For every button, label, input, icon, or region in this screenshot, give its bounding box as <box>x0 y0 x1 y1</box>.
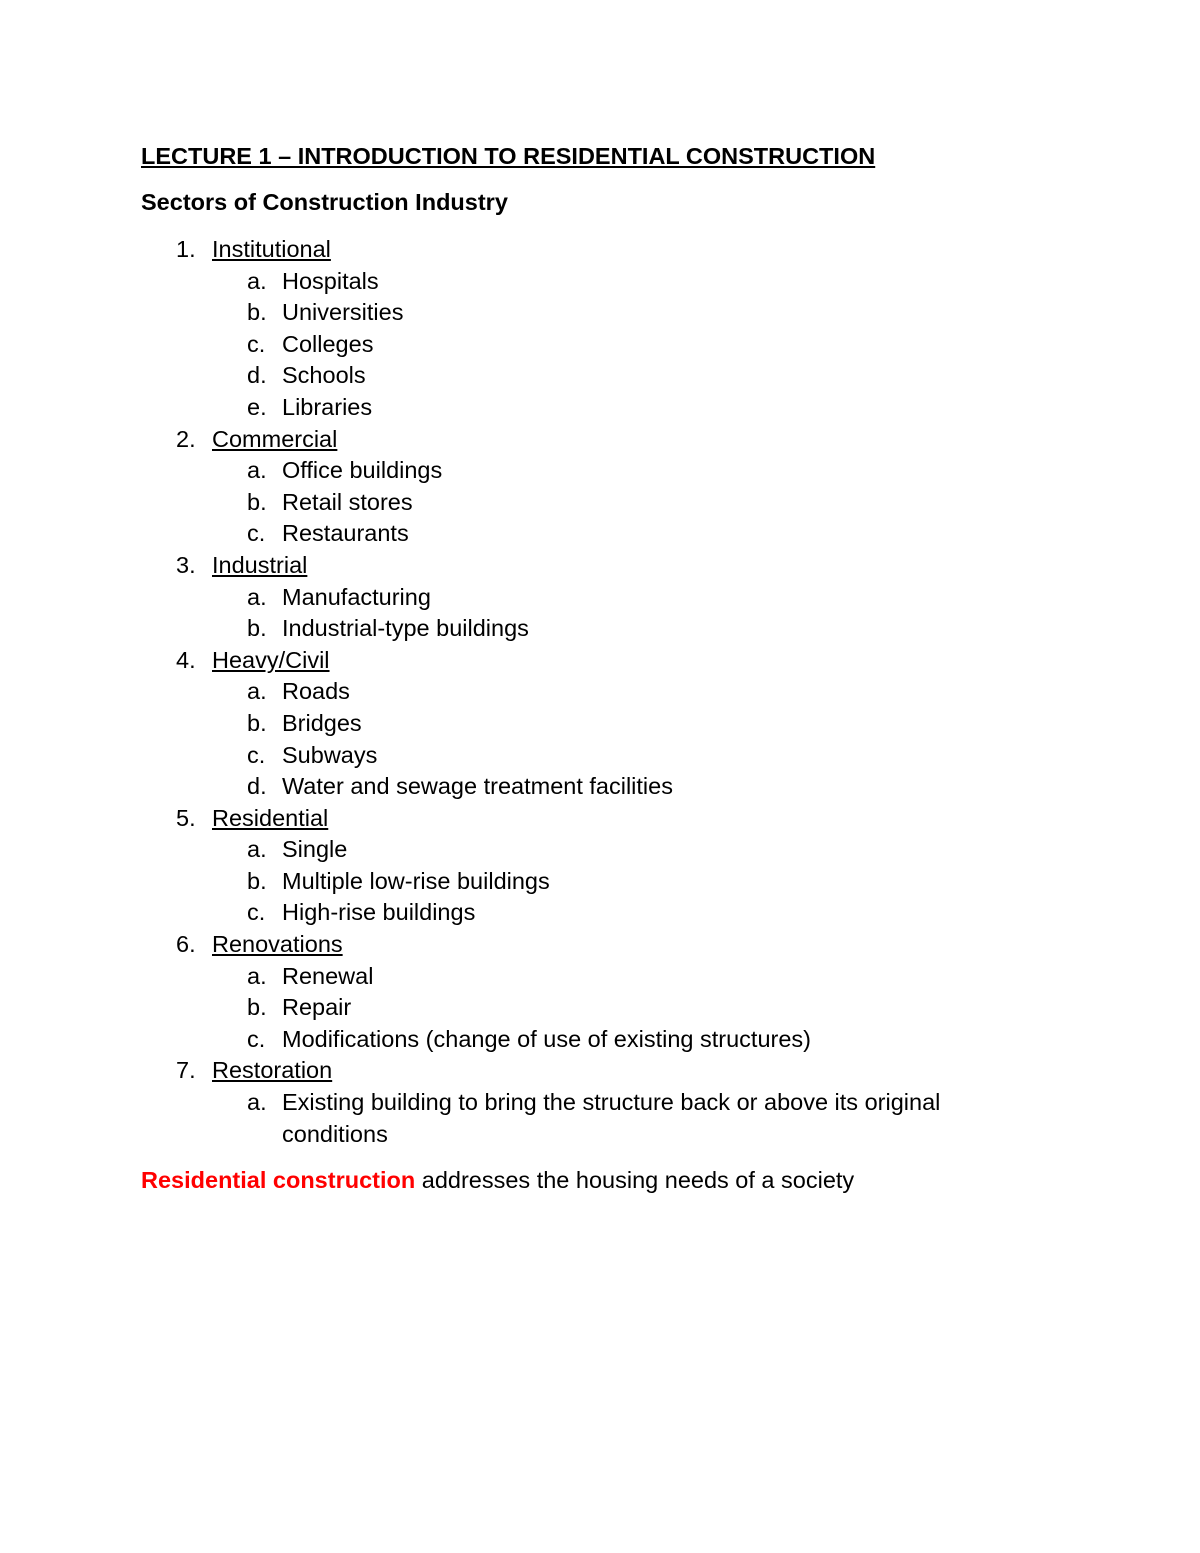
item-letter: c. <box>247 330 266 357</box>
item-letter: a. <box>247 1089 267 1116</box>
sector-name: Restoration <box>212 1057 333 1084</box>
sector-item <box>141 424 1041 550</box>
item-letter: a. <box>247 962 267 989</box>
sector-name: Institutional <box>212 236 331 262</box>
item-letter: c. <box>247 899 266 926</box>
sector-name: Commercial <box>212 425 338 452</box>
list-item <box>141 360 1041 392</box>
item-text: Colleges <box>282 330 374 357</box>
item-letter: a. <box>247 583 267 610</box>
list-item <box>141 740 1041 772</box>
list-item <box>141 676 1041 708</box>
list-item <box>141 708 1041 740</box>
list-item <box>141 992 1041 1024</box>
item-letter: a. <box>247 836 267 863</box>
sector-number: 3. <box>176 551 196 578</box>
sector-item <box>141 929 1041 1055</box>
list-item <box>141 771 1041 803</box>
item-letter: a. <box>247 457 267 484</box>
list-item <box>141 1024 1041 1056</box>
sector-item <box>141 1055 1041 1150</box>
item-text: Roads <box>282 678 350 705</box>
list-item <box>141 487 1041 519</box>
sector-number: 5. <box>176 804 196 831</box>
item-letter: b. <box>247 867 267 894</box>
item-text: Schools <box>282 362 366 389</box>
note-text: addresses the housing needs of a society <box>415 1167 855 1194</box>
item-text: Hospitals <box>282 267 379 294</box>
list-item <box>141 266 1041 298</box>
item-text: Office buildings <box>282 457 443 484</box>
item-letter: c. <box>247 1025 266 1052</box>
sector-examples-list <box>141 961 1041 1056</box>
list-item <box>141 1087 1041 1150</box>
item-text: Single <box>282 836 348 863</box>
document-page <box>141 140 1041 1196</box>
sector-examples-list <box>141 266 1041 424</box>
item-text: Modifications (change of use of existing structures) <box>282 1025 812 1052</box>
item-letter: b. <box>247 994 267 1021</box>
item-letter: a. <box>247 267 267 294</box>
item-letter: b. <box>247 615 267 642</box>
sector-examples-list <box>141 676 1041 802</box>
list-item <box>141 455 1041 487</box>
item-text: Retail stores <box>282 488 413 515</box>
item-letter: d. <box>247 362 267 389</box>
item-text: Existing building to bring the structure back or above its original conditions <box>282 1089 941 1147</box>
item-letter: a. <box>247 678 267 705</box>
list-item <box>141 866 1041 898</box>
item-text: Renewal <box>282 962 374 989</box>
sector-name: Residential <box>212 804 329 831</box>
list-item <box>141 329 1041 361</box>
item-text: Repair <box>282 994 352 1021</box>
note-emphasis: Residential construction <box>141 1167 416 1194</box>
sector-item <box>141 803 1041 929</box>
sector-number: 1. <box>176 236 196 262</box>
list-item <box>141 613 1041 645</box>
sector-item <box>141 645 1041 803</box>
summary-note <box>141 1164 1041 1196</box>
item-text: Industrial-type buildings <box>282 615 529 642</box>
list-item <box>141 897 1041 929</box>
sector-number: 7. <box>176 1057 196 1084</box>
item-text: High-rise buildings <box>282 899 476 926</box>
list-item <box>141 834 1041 866</box>
list-item <box>141 297 1041 329</box>
list-item <box>141 582 1041 614</box>
sector-name: Industrial <box>212 551 308 578</box>
sector-examples-list <box>141 1087 1041 1150</box>
sector-examples-list <box>141 582 1041 645</box>
section-heading: Sectors of Construction Industry <box>141 189 508 215</box>
item-text: Multiple low-rise buildings <box>282 867 550 894</box>
item-letter: e. <box>247 393 267 420</box>
sector-list <box>141 234 1041 1150</box>
item-text: Libraries <box>282 393 373 420</box>
list-item <box>141 392 1041 424</box>
sector-examples-list <box>141 455 1041 550</box>
item-text: Restaurants <box>282 520 409 547</box>
item-letter: c. <box>247 741 266 768</box>
sector-name: Renovations <box>212 931 343 958</box>
item-text: Subways <box>282 741 378 768</box>
item-letter: d. <box>247 773 267 800</box>
sector-item <box>141 550 1041 645</box>
sector-name: Heavy/Civil <box>212 646 330 673</box>
item-letter: b. <box>247 709 267 736</box>
sector-number: 2. <box>176 425 196 452</box>
sector-examples-list <box>141 834 1041 929</box>
item-text: Bridges <box>282 709 362 736</box>
item-letter: b. <box>247 299 267 326</box>
item-letter: c. <box>247 520 266 547</box>
sector-number: 6. <box>176 931 196 958</box>
item-text: Universities <box>282 299 404 326</box>
list-item <box>141 961 1041 993</box>
page-title: LECTURE 1 – INTRODUCTION TO RESIDENTIAL CONSTRUCTION <box>141 143 876 169</box>
sector-item <box>141 234 1041 424</box>
item-letter: b. <box>247 488 267 515</box>
item-text: Manufacturing <box>282 583 431 610</box>
sector-number: 4. <box>176 646 196 673</box>
item-text: Water and sewage treatment facilities <box>282 773 673 800</box>
list-item <box>141 518 1041 550</box>
